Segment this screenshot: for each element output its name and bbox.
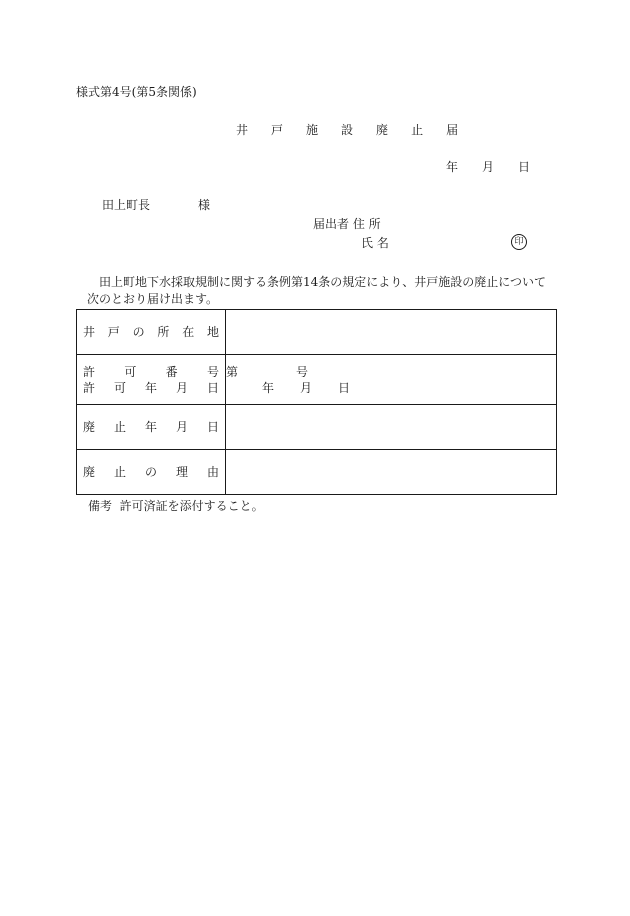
well-location-field[interactable] [226, 310, 557, 355]
permit-number-line [226, 364, 556, 380]
table-row [77, 450, 557, 495]
closure-date-field[interactable] [226, 405, 557, 450]
closure-date-label: 廃 止 年 月 日 [83, 420, 219, 434]
date-day-label: 日 [518, 160, 531, 174]
addressee-honorific: 様 [198, 198, 211, 212]
permit-number-label: 許 可 番 号 [83, 364, 219, 379]
body-paragraph: 田上町地下水採取規制に関する条例第14条の規定により、井戸施設の廃止について次のとおり届け出ます。 [87, 275, 547, 306]
remark-text: 許可済証を添付すること。 [119, 499, 264, 513]
date-month-label: 月 [482, 160, 495, 174]
well-location-label: 井 戸 の 所 在 地 [83, 325, 219, 339]
seal-mark: 印 [511, 234, 527, 250]
permit-month: 月 [300, 380, 313, 395]
form-reference: 様式第4号(第5条関係) [76, 85, 197, 99]
closure-reason-label: 廃 止 の 理 由 [83, 465, 219, 479]
table-row [77, 405, 557, 450]
well-location-label-cell [77, 310, 226, 355]
table-row [77, 310, 557, 355]
date-year-label: 年 [446, 160, 459, 174]
permit-date-line [226, 380, 556, 396]
permit-date-label: 許 可 年 月 日 [83, 380, 219, 395]
permit-year: 年 [262, 380, 275, 395]
permit-dai: 第 [226, 364, 239, 379]
permit-field[interactable] [226, 355, 557, 405]
closure-reason-label-cell [77, 450, 226, 495]
remark [88, 499, 264, 513]
submission-date [446, 160, 530, 174]
closure-reason-field[interactable] [226, 450, 557, 495]
addressee-name: 田上町長 [102, 198, 151, 212]
table-row [77, 355, 557, 405]
form-table [76, 309, 557, 495]
applicant-address-label: 住 所 [352, 217, 381, 231]
permit-go: 号 [296, 364, 309, 379]
applicant-address-row [313, 217, 381, 231]
applicant-name-row [361, 236, 389, 250]
remark-label: 備考 [88, 499, 113, 513]
applicant-name-label: 氏 名 [361, 236, 389, 250]
closure-date-label-cell [77, 405, 226, 450]
permit-label-cell [77, 355, 226, 405]
addressee [102, 198, 210, 212]
applicant-heading: 届出者 [313, 217, 350, 231]
document-title: 井 戸 施 設 廃 止 届 [236, 123, 468, 137]
permit-day: 日 [338, 380, 351, 395]
